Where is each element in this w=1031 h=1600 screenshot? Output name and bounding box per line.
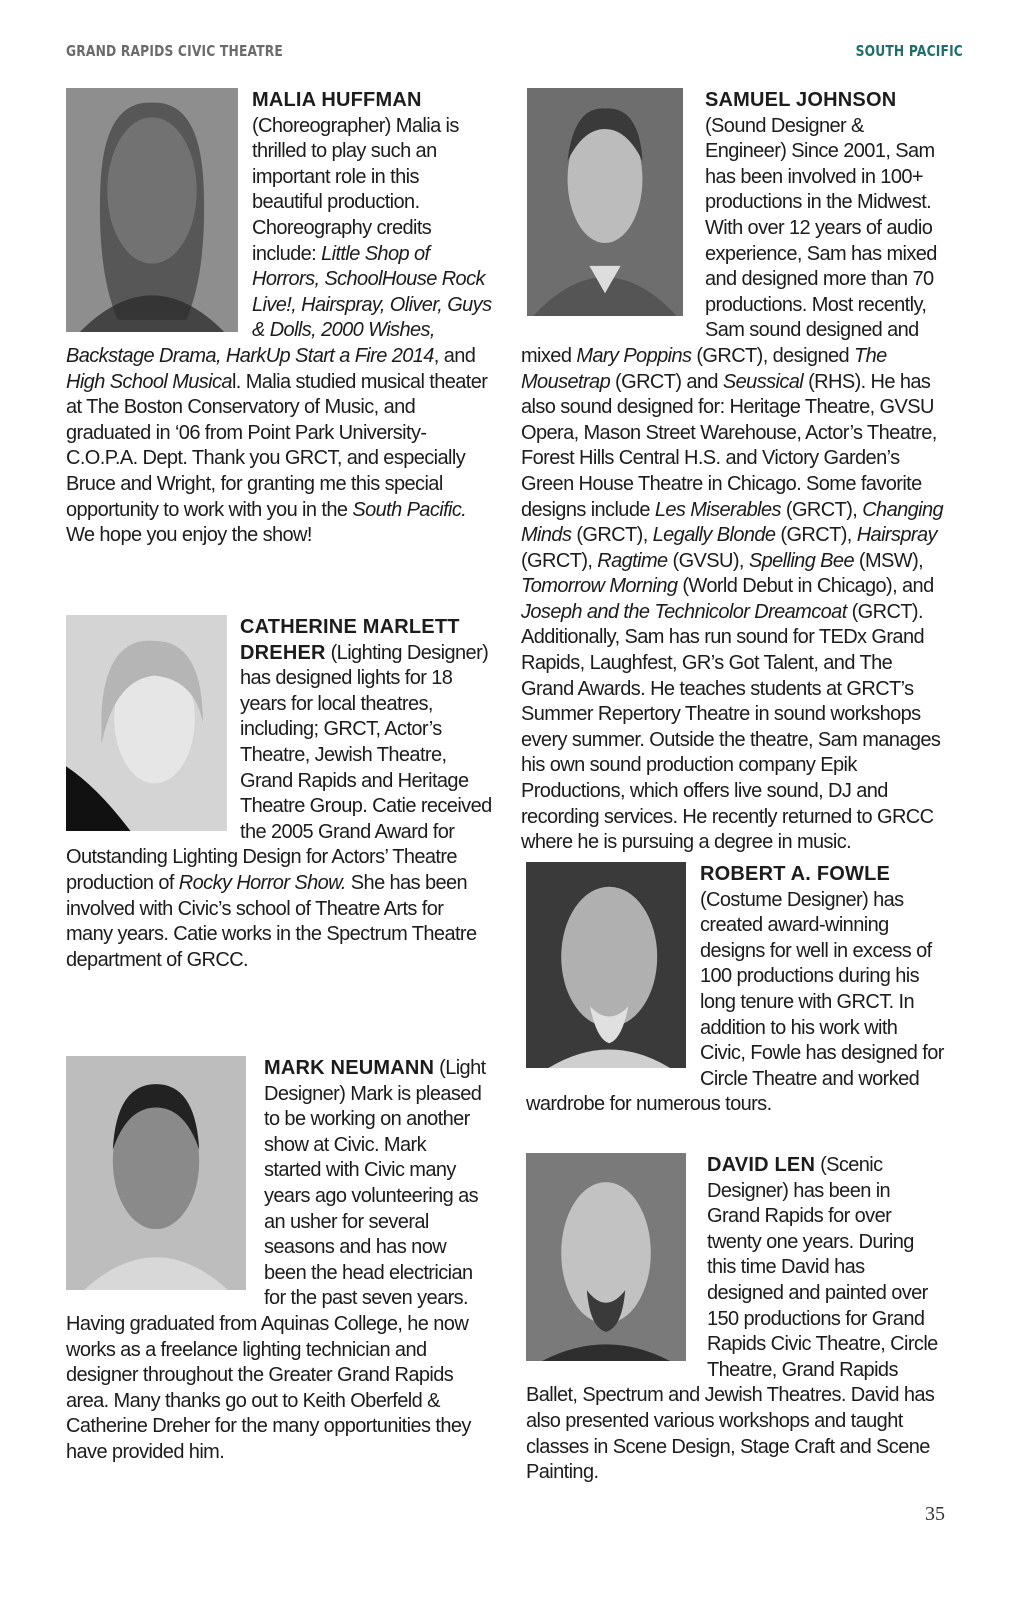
headshot-photo-catherine [66, 615, 227, 831]
header-theatre-name: GRAND RAPIDS CIVIC THEATRE [66, 42, 283, 60]
bio-name: ROBERT A. FOWLE [700, 863, 891, 885]
portrait-silhouette [66, 1056, 246, 1290]
bio-name: MARK NEUMANN [264, 1057, 435, 1079]
headshot-photo-david [526, 1153, 686, 1361]
bio-mark-neumann [66, 1056, 486, 1466]
bio-robert-fowle [526, 862, 944, 1118]
bio-malia-huffman [66, 88, 492, 549]
portrait-silhouette [66, 88, 238, 332]
page-number: 35 [925, 1503, 945, 1525]
bio-text: CATHERINE MARLETT DREHER (Lighting Designer) has designed lights for 18 years for local theatres, including; GRCT, Actor’s Theatre, Jewish Theatre, Grand Rapids and Heritage Theatre Group. Catie received the 2005 Grand Award for Outstanding Lighting Design for Actors’ Theatre production of Rocky Horror Show. She has been involved with Civic’s school of Theatre Arts for many years. Catie works in the Spectrum Theatre department of GRCC. [66, 616, 492, 971]
bio-catherine-dreher [66, 615, 492, 973]
headshot-photo-mark [66, 1056, 246, 1290]
bio-text: MARK NEUMANN (Light Designer) Mark is pleased to be working on another show at Civic. Mark started with Civic many years ago volunteering as an usher for several seasons and has now been the head electrician for the past seven years. Having graduated from Aquinas College, he now works as a freelance lighting technician and designer throughout the Greater Grand Rapids area. Many thanks go out to Keith Oberfeld & Catherine Dreher for the many opportunities they have provided him. [66, 1057, 486, 1463]
bio-name: MALIA HUFFMAN [252, 89, 422, 111]
portrait-silhouette [66, 615, 227, 831]
headshot-photo-samuel [527, 88, 683, 316]
bio-text: SAMUEL JOHNSON (Sound Designer & Engineer) Since 2001, Sam has been involved in 100+ productions in the Midwest. With over 12 years of audio experience, Sam has mixed and designed more than 70 productions. Most recently, Sam sound designed and mixed Mary Poppins (GRCT), designed The Mousetrap (GRCT) and Seussical (RHS). He has also sound designed for: Heritage Theatre, GVSU Opera, Mason Street Warehouse, Actor’s Theatre, Forest Hills Central H.S. and Victory Garden’s Green House Theatre in Chicago. Some favorite designs include Les Miserables (GRCT), Changing Minds (GRCT), Legally Blonde (GRCT), Hairspray (GRCT), Ragtime (GVSU), Spelling Bee (MSW), Tomorrow Morning (World Debut in Chicago), and Joseph and the Technicolor Dreamcoat (GRCT). Additionally, Sam has run sound for TEDx Grand Rapids, Laughfest, GR’s Got Talent, and The Grand Awards. He teaches students at GRCT’s Summer Repertory Theatre in sound workshops every summer. Outside the theatre, Sam manages his own sound production company Epik Productions, which offers live sound, DJ and recording services. He recently returned to GRCC where he is pursuing a degree in music. [521, 89, 944, 854]
portrait-silhouette [527, 88, 683, 316]
header-show-title: SOUTH PACIFIC [855, 42, 963, 60]
portrait-silhouette [526, 862, 686, 1068]
headshot-photo-robert [526, 862, 686, 1068]
bio-name: CATHERINE MARLETT DREHER [240, 616, 460, 664]
bio-text: MALIA HUFFMAN (Choreographer) Malia is thrilled to play such an important role in this beautiful production. Choreography credits include: Little Shop of Horrors, SchoolHouse Rock Live!, Hairspray, Oliver, Guys & Dolls, 2000 Wishes, Backstage Drama, HarkUp Start a Fire 2014, and High School Musical. Malia studied musical theater at The Boston Conservatory of Music, and graduated in ‘06 from Point Park University-C.O.P.A. Dept. Thank you GRCT, and especially Bruce and Wright, for granting me this special opportunity to work with you in the South Pacific. We hope you enjoy the show! [66, 89, 492, 547]
bio-text: DAVID LEN (Scenic Designer) has been in Grand Rapids for over twenty one years. During this time David has designed and painted over 150 productions for Grand Rapids Civic Theatre, Circle Theatre, Grand Rapids Ballet, Spectrum and Jewish Theatres. David has also presented various workshops and taught classes in Scene Design, Stage Craft and Scene Painting. [526, 1154, 938, 1484]
bio-david-len [526, 1153, 942, 1486]
portrait-silhouette [526, 1153, 686, 1361]
bio-name: SAMUEL JOHNSON [705, 89, 897, 111]
headshot-photo-malia [66, 88, 238, 332]
bio-text: ROBERT A. FOWLE (Costume Designer) has created award-winning designs for well in excess of 100 productions during his long tenure with GRCT. In addition to his work with Civic, Fowle has designed for Circle Theatre and worked wardrobe for numerous tours. [526, 863, 944, 1116]
bio-name: DAVID LEN [707, 1154, 816, 1176]
bio-samuel-johnson [521, 88, 945, 856]
